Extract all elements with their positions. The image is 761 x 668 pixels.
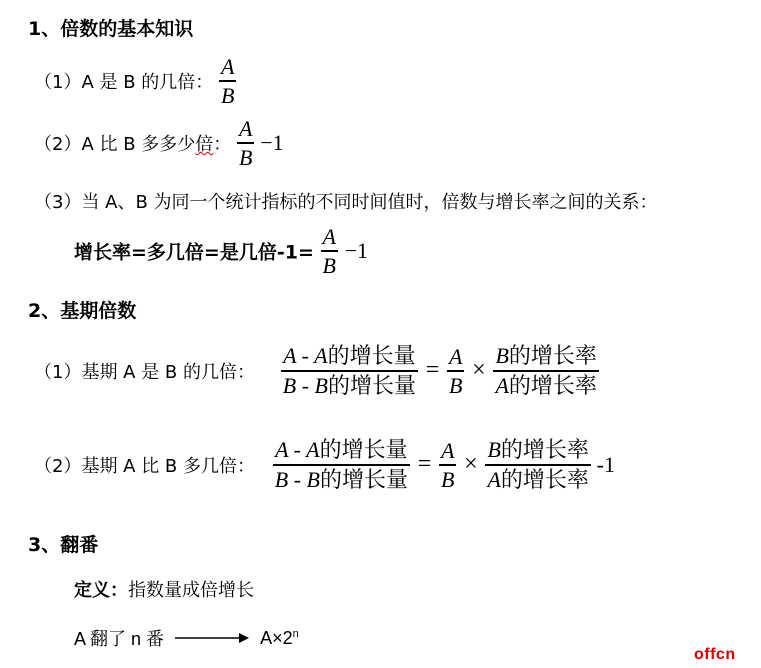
s3-definition-text: 指数量成倍增长 — [128, 580, 254, 601]
s2-item-1-label: （1）基期 A 是 B 的几倍： — [34, 361, 256, 383]
minus-one: −1 — [344, 237, 368, 263]
s1-formula-fraction — [321, 225, 338, 277]
num-text: 的增长率 — [500, 438, 589, 463]
s3-rule-base: A×2 — [260, 627, 293, 648]
s3-rule-exponent: n — [292, 627, 299, 640]
s2-right-fraction — [493, 344, 598, 398]
den-text: 的增长量 — [319, 467, 408, 493]
den-text: 的增长率 — [508, 373, 597, 399]
times-sign: × — [472, 357, 486, 384]
fraction-bar — [439, 464, 456, 466]
s1-item-2-colon: ： — [213, 133, 232, 155]
s1-item-2 — [34, 117, 284, 169]
fraction-bar — [493, 370, 598, 372]
minus-one: -1 — [596, 451, 615, 477]
s1-item-1-label: （1）A 是 B 的几倍： — [34, 71, 214, 93]
s3-definition-label: 定义： — [74, 580, 128, 601]
fraction-bar — [281, 370, 418, 372]
fraction-denominator: B — [322, 252, 336, 278]
fraction-numerator: A — [448, 344, 463, 369]
fraction-numerator: A — [322, 224, 336, 249]
s2-right-fraction — [485, 438, 590, 492]
section-3-heading: 3、翻番 — [28, 534, 99, 556]
s3-rule-left: A 翻了 n 番 — [74, 629, 165, 649]
s1-item-3: （3）当 A、B 为同一个统计指标的不同时间值时，倍数与增长率之间的关系： — [34, 192, 658, 213]
s3-rule-right — [260, 628, 299, 648]
fraction-numerator: A — [239, 116, 253, 141]
s2-item-1 — [34, 344, 599, 398]
fraction-bar — [447, 370, 464, 372]
right-arrow-icon — [173, 631, 251, 645]
num-math: B — [487, 437, 501, 462]
s1-item-2-fraction — [237, 117, 254, 169]
den-text: 的增长量 — [327, 373, 416, 399]
fraction-bar — [219, 80, 236, 82]
s2-item-2 — [34, 438, 615, 492]
num-text: 的增长率 — [508, 344, 597, 369]
fraction-numerator: A — [221, 54, 235, 79]
section-1-heading: 1、倍数的基本知识 — [28, 18, 194, 40]
s3-definition — [74, 576, 254, 602]
fraction-denominator: B — [239, 144, 253, 170]
den-math: B - B — [274, 466, 320, 492]
s2-mid-fraction — [439, 439, 456, 491]
den-math: A — [495, 372, 509, 398]
equals-sign: = — [425, 357, 440, 384]
den-math: A — [487, 466, 501, 492]
s2-left-fraction — [281, 344, 418, 398]
den-text: 的增长率 — [500, 467, 589, 493]
s1-item-2-underlined-word: 倍 — [195, 133, 214, 155]
fraction-denominator: B — [221, 82, 235, 108]
section-2-heading: 2、基期倍数 — [28, 300, 137, 322]
s2-mid-fraction — [447, 345, 464, 397]
num-text: 的增长量 — [327, 344, 416, 369]
fraction-bar — [237, 142, 254, 144]
num-text: 的增长量 — [319, 438, 408, 463]
fraction-bar — [273, 464, 410, 466]
fraction-numerator: A — [440, 438, 455, 463]
fraction-bar — [485, 464, 590, 466]
den-math: B - B — [282, 372, 328, 398]
s1-item-1-fraction — [219, 55, 236, 107]
num-math: A - A — [283, 343, 328, 368]
equals-sign: = — [417, 451, 432, 478]
s1-formula-label: 增长率=多几倍=是几倍-1= — [74, 241, 314, 264]
num-math: A - A — [275, 437, 320, 462]
fraction-bar — [321, 250, 338, 252]
minus-one: −1 — [260, 129, 284, 155]
s1-formula — [74, 225, 368, 277]
times-sign: × — [464, 451, 478, 478]
watermark-logo: offcn — [694, 646, 736, 663]
s2-item-2-label: （2）基期 A 比 B 多几倍： — [34, 455, 256, 477]
s1-item-2-label: （2）A 比 B 多多少 — [34, 133, 196, 155]
s2-left-fraction — [273, 438, 410, 492]
s1-item-1 — [34, 55, 236, 107]
fraction-denominator: B — [448, 372, 463, 398]
fraction-denominator: B — [440, 466, 455, 492]
s3-rule — [74, 625, 299, 651]
num-math: B — [495, 343, 509, 368]
